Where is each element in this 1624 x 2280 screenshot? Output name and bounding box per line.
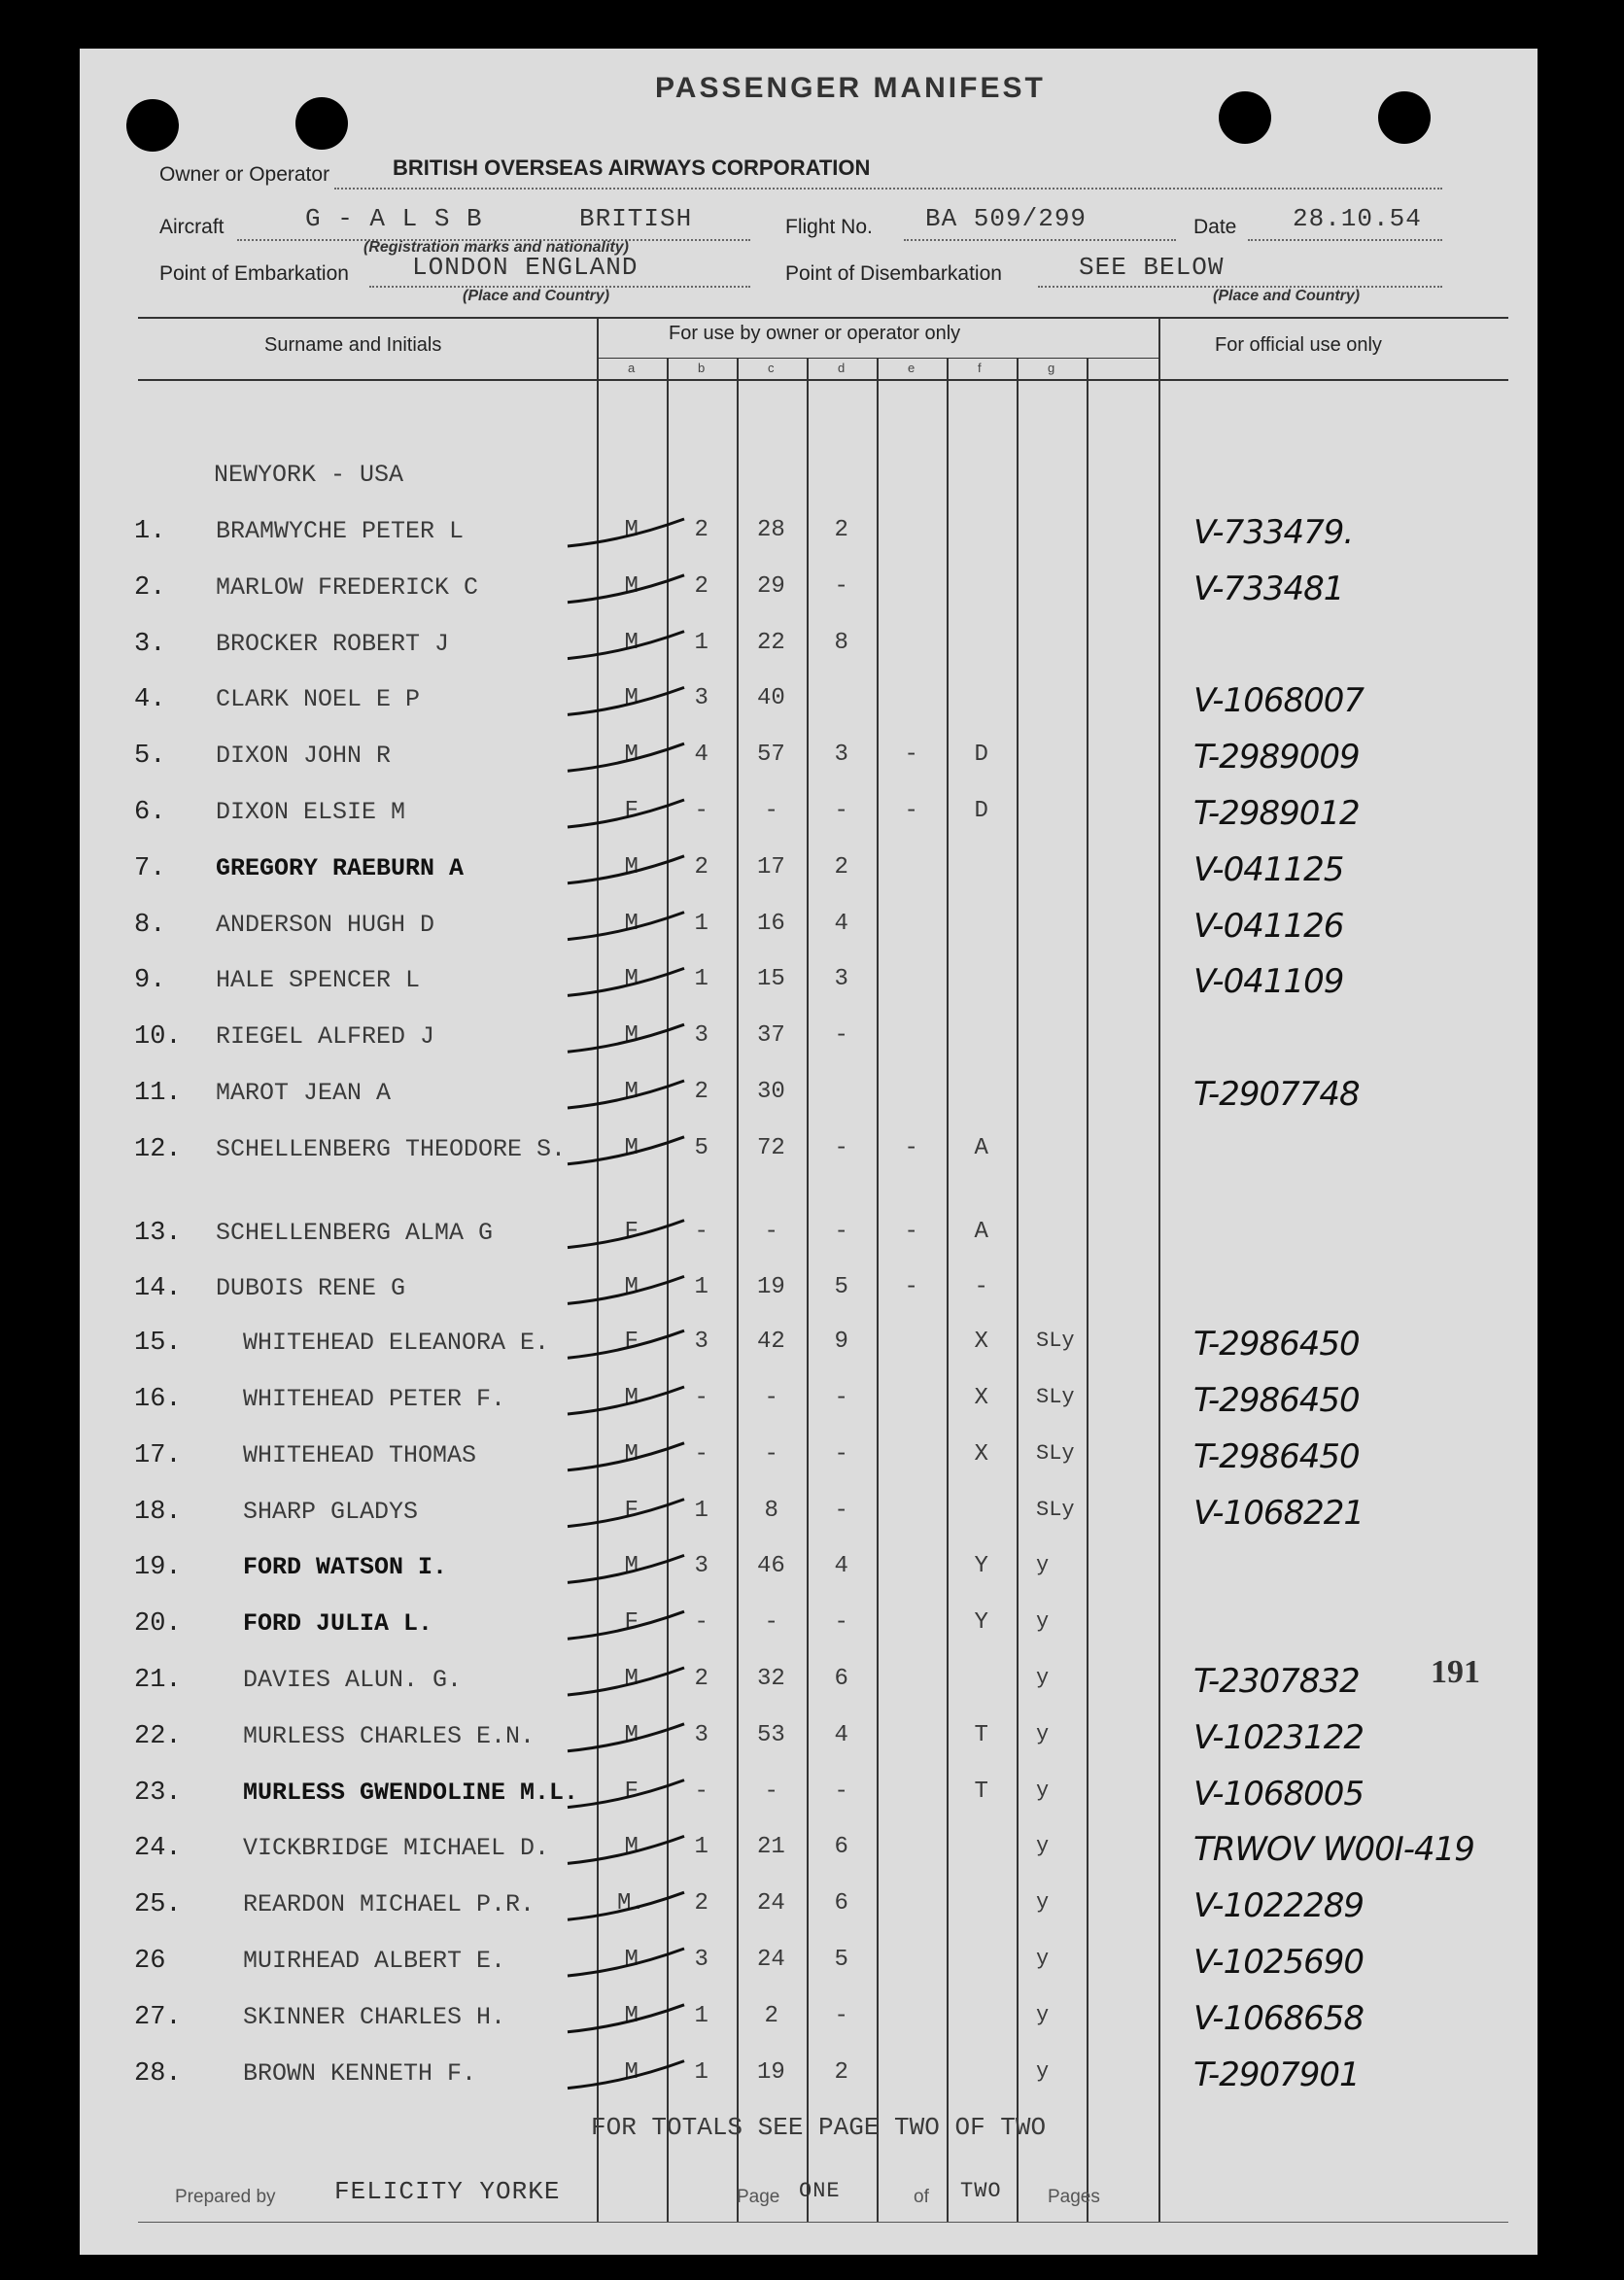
- row-number: 26: [134, 1947, 166, 1976]
- cell-a: F: [624, 1329, 639, 1356]
- cell-d: 6: [834, 1834, 848, 1861]
- page-label: Page: [737, 2187, 780, 2207]
- cell-a: M: [624, 1079, 639, 1105]
- official-ticket-number: T-2307832: [1193, 1662, 1360, 1701]
- col-letter-e: e: [908, 361, 916, 375]
- embark-sub: (Place and Country): [463, 288, 610, 304]
- official-ticket-number: TRWOV W00I-419: [1193, 1830, 1474, 1870]
- cell-e: -: [904, 1218, 918, 1245]
- cell-d: -: [834, 798, 848, 824]
- cell-f: D: [974, 798, 988, 824]
- cell-f: T: [974, 1721, 988, 1748]
- cell-g: y: [1036, 1834, 1050, 1859]
- check-stroke: [568, 1440, 684, 1470]
- passenger-name: ANDERSON HUGH D: [216, 910, 435, 939]
- cell-c: 16: [757, 910, 785, 937]
- check-stroke: [568, 1555, 684, 1582]
- row-number: 14.: [134, 1274, 182, 1304]
- cell-c: -: [764, 798, 778, 824]
- passenger-name: CLARK NOEL E P: [216, 685, 421, 714]
- check-stroke: [568, 1081, 684, 1108]
- check-stroke: [568, 1668, 684, 1695]
- cell-a: M: [624, 572, 639, 600]
- row-number: 15.: [134, 1329, 182, 1359]
- cell-c: 8: [764, 1497, 778, 1524]
- official-ticket-number: V-041109: [1193, 962, 1344, 1002]
- cell-g: y: [1036, 2058, 1050, 2084]
- row-number: 8.: [134, 910, 166, 940]
- flight-label: Flight No.: [785, 216, 873, 238]
- cell-a: M: [624, 1022, 639, 1050]
- check-stroke: [568, 743, 684, 771]
- cell-c: 57: [757, 742, 785, 769]
- cell-b: 3: [694, 1947, 708, 1973]
- cell-b: 2: [694, 517, 708, 543]
- cell-d: 8: [834, 629, 848, 656]
- cell-c: 19: [757, 2058, 785, 2086]
- cell-g: y: [1036, 1890, 1050, 1916]
- of-value: TWO: [960, 2179, 1002, 2203]
- cell-a: M: [624, 1553, 639, 1580]
- cell-e: -: [904, 1134, 918, 1161]
- cell-c: 24: [757, 1947, 785, 1973]
- row-number: 2.: [134, 572, 166, 603]
- check-stroke: [568, 572, 684, 603]
- row-number: 4.: [134, 685, 166, 715]
- cell-d: 2: [834, 853, 848, 881]
- cell-c: 28: [757, 517, 785, 543]
- passenger-name: FORD JULIA L.: [243, 1609, 433, 1639]
- cell-f: D: [974, 742, 988, 769]
- cell-c: 21: [757, 1834, 785, 1861]
- cell-b: 5: [694, 1134, 708, 1161]
- row-number: 6.: [134, 798, 166, 827]
- aircraft-label: Aircraft: [159, 216, 225, 238]
- row-number: 16.: [134, 1385, 182, 1414]
- cell-c: 2: [764, 2002, 778, 2029]
- cell-b: 1: [694, 1834, 708, 1861]
- official-ticket-number: V-041125: [1193, 849, 1344, 889]
- cell-g: y: [1036, 1666, 1050, 1690]
- cell-c: 24: [757, 1890, 785, 1917]
- disembark-value: SEE BELOW: [1079, 253, 1225, 282]
- cell-b: 1: [694, 629, 708, 656]
- cell-b: -: [694, 1218, 708, 1245]
- cell-g: y: [1036, 1721, 1050, 1746]
- cell-c: 29: [757, 572, 785, 600]
- row-number: 23.: [134, 1778, 182, 1808]
- official-ticket-number: V-733479.: [1193, 513, 1354, 552]
- cell-c: -: [764, 1778, 778, 1805]
- cell-d: 4: [834, 1721, 848, 1748]
- col-letter-a: a: [628, 361, 636, 375]
- cell-b: -: [694, 1778, 708, 1805]
- cell-d: -: [834, 1778, 848, 1805]
- official-ticket-number: T-2989012: [1193, 794, 1360, 833]
- cell-c: -: [764, 1440, 778, 1468]
- cell-f: A: [974, 1218, 988, 1245]
- check-stroke: [568, 1218, 684, 1248]
- row-number: 21.: [134, 1666, 182, 1695]
- cell-b: 2: [694, 1666, 708, 1692]
- cell-g: SLy: [1036, 1385, 1075, 1409]
- official-ticket-number: T-2986450: [1193, 1436, 1360, 1476]
- passenger-name: DIXON ELSIE M: [216, 798, 406, 826]
- passenger-name: DAVIES ALUN. G.: [243, 1666, 463, 1694]
- cell-d: 4: [834, 1553, 848, 1580]
- cell-f: A: [974, 1134, 988, 1161]
- cell-a: M.: [617, 1890, 645, 1917]
- check-stroke: [568, 629, 684, 659]
- check-stroke: [568, 853, 684, 883]
- cell-a: M: [624, 2058, 639, 2086]
- cell-d: 3: [834, 742, 848, 769]
- passenger-name: SCHELLENBERG ALMA G: [216, 1218, 494, 1247]
- check-stroke: [568, 1780, 684, 1808]
- check-stroke: [568, 1330, 684, 1358]
- official-ticket-number: T-2986450: [1193, 1381, 1360, 1420]
- cell-d: 5: [834, 1274, 848, 1301]
- cell-a: M: [624, 853, 639, 881]
- cell-b: 1: [694, 910, 708, 937]
- cell-b: 3: [694, 1553, 708, 1580]
- cell-b: 1: [694, 2058, 708, 2086]
- cell-a: M: [624, 685, 639, 712]
- passenger-name: MUIRHEAD ALBERT E.: [243, 1947, 506, 1975]
- prepared-value: FELICITY YORKE: [334, 2177, 561, 2206]
- row-number: 9.: [134, 966, 166, 996]
- cell-f: X: [974, 1385, 988, 1411]
- cell-d: 2: [834, 2058, 848, 2086]
- passenger-name: SKINNER CHARLES H.: [243, 2002, 506, 2031]
- flight-date: 28.10.54: [1293, 204, 1422, 233]
- cell-b: 2: [694, 1079, 708, 1105]
- cell-f: X: [974, 1440, 988, 1468]
- cell-g: y: [1036, 1553, 1050, 1578]
- row-number: 20.: [134, 1609, 182, 1640]
- cell-g: SLy: [1036, 1497, 1075, 1522]
- row-number: 22.: [134, 1721, 182, 1751]
- col-official-header: For official use only: [1215, 334, 1382, 356]
- check-stroke: [568, 1024, 684, 1052]
- cell-a: F: [624, 1497, 639, 1524]
- cell-a: F: [624, 1218, 639, 1245]
- passenger-name: WHITEHEAD ELEANORA E.: [243, 1329, 550, 1358]
- row-number: 12.: [134, 1134, 182, 1164]
- cell-a: M: [624, 1440, 639, 1468]
- cell-b: 3: [694, 1721, 708, 1748]
- cell-f: Y: [974, 1553, 988, 1580]
- passenger-name: GREGORY RAEBURN A: [216, 853, 465, 882]
- passenger-name: WHITEHEAD THOMAS: [243, 1440, 477, 1469]
- cell-f: X: [974, 1329, 988, 1356]
- cell-d: -: [834, 1440, 848, 1468]
- passenger-name: MAROT JEAN A: [216, 1079, 392, 1107]
- cell-g: y: [1036, 1609, 1050, 1635]
- check-stroke: [568, 1387, 684, 1414]
- stamp-number: 191: [1431, 1654, 1480, 1690]
- cell-b: 3: [694, 1022, 708, 1050]
- col-surname-header: Surname and Initials: [264, 334, 442, 356]
- embark-value: LONDON ENGLAND: [412, 253, 639, 282]
- cell-c: 42: [757, 1329, 785, 1356]
- cell-d: -: [834, 1609, 848, 1637]
- passenger-name: MARLOW FREDERICK C: [216, 572, 479, 602]
- official-ticket-number: V-733481: [1193, 569, 1344, 608]
- check-stroke: [568, 2002, 684, 2032]
- cell-g: y: [1036, 1947, 1050, 1971]
- row-number: 24.: [134, 1834, 182, 1864]
- aircraft-registration: G - A L S B: [305, 204, 483, 233]
- cell-c: -: [764, 1385, 778, 1411]
- cell-c: 72: [757, 1134, 785, 1161]
- check-stroke: [568, 910, 684, 940]
- passenger-name: MURLESS GWENDOLINE M.L.: [243, 1778, 579, 1807]
- cell-b: 1: [694, 966, 708, 993]
- col-letter-b: b: [698, 361, 706, 375]
- cell-a: M: [624, 1721, 639, 1748]
- check-stroke: [568, 1134, 684, 1164]
- row-number: 10.: [134, 1022, 182, 1053]
- check-stroke: [568, 1497, 684, 1527]
- page-value: ONE: [799, 2179, 841, 2203]
- passenger-name: DIXON JOHN R: [216, 742, 392, 771]
- disembark-label: Point of Disembarkation: [785, 262, 1002, 285]
- aircraft-sub: (Registration marks and nationality): [363, 239, 629, 256]
- cell-c: 30: [757, 1079, 785, 1105]
- totals-note: FOR TOTALS SEE PAGE TWO OF TWO: [591, 2113, 1047, 2142]
- cell-a: M: [624, 966, 639, 993]
- official-ticket-number: T-2986450: [1193, 1325, 1360, 1365]
- cell-a: M: [624, 629, 639, 656]
- cell-a: M: [624, 2002, 639, 2029]
- row-number: 18.: [134, 1497, 182, 1527]
- cell-d: -: [834, 1134, 848, 1161]
- cell-d: 3: [834, 966, 848, 993]
- col-letter-g: g: [1048, 361, 1055, 375]
- check-stroke: [568, 968, 684, 995]
- cell-g: y: [1036, 1778, 1050, 1803]
- cell-d: -: [834, 1218, 848, 1245]
- passenger-name: BROCKER ROBERT J: [216, 629, 450, 658]
- cell-d: -: [834, 1022, 848, 1050]
- row-number: 19.: [134, 1553, 182, 1583]
- cell-a: M: [624, 742, 639, 769]
- cell-b: 2: [694, 1890, 708, 1917]
- cell-f: T: [974, 1778, 988, 1805]
- row-number: 7.: [134, 853, 166, 883]
- check-stroke: [568, 1836, 684, 1863]
- cell-c: 17: [757, 853, 785, 881]
- cell-a: M: [624, 1274, 639, 1301]
- cell-b: -: [694, 798, 708, 824]
- manifest-sheet: [80, 49, 1538, 2255]
- cell-b: -: [694, 1609, 708, 1637]
- check-stroke: [568, 1721, 684, 1751]
- row-number: 27.: [134, 2002, 182, 2032]
- cell-b: 3: [694, 685, 708, 712]
- cell-b: 1: [694, 1274, 708, 1301]
- cell-f: Y: [974, 1609, 988, 1637]
- cell-d: -: [834, 2002, 848, 2029]
- check-marks: [80, 49, 1538, 2255]
- owner-label: Owner or Operator: [159, 163, 330, 186]
- col-letter-d: d: [838, 361, 846, 375]
- passenger-name: BRAMWYCHE PETER L: [216, 517, 465, 545]
- passenger-name: MURLESS CHARLES E.N.: [243, 1721, 536, 1750]
- official-ticket-number: T-2989009: [1193, 738, 1360, 777]
- cell-d: 4: [834, 910, 848, 937]
- passenger-name: DUBOIS RENE G: [216, 1274, 406, 1303]
- cell-b: -: [694, 1385, 708, 1411]
- row-number: 1.: [134, 517, 166, 546]
- passenger-name: FORD WATSON I.: [243, 1553, 448, 1582]
- col-owner-header: For use by owner or operator only: [669, 323, 961, 344]
- disembark-sub: (Place and Country): [1213, 288, 1361, 304]
- cell-f: -: [974, 1274, 988, 1301]
- row-number: 11.: [134, 1079, 182, 1108]
- official-ticket-number: V-1068005: [1193, 1774, 1364, 1814]
- official-ticket-number: V-1068007: [1193, 681, 1364, 721]
- cell-c: 53: [757, 1721, 785, 1748]
- cell-a: F: [624, 1778, 639, 1805]
- check-stroke: [568, 519, 684, 546]
- cell-d: 2: [834, 517, 848, 543]
- check-stroke: [568, 1276, 684, 1303]
- cell-b: 4: [694, 742, 708, 769]
- date-label: Date: [1193, 216, 1237, 238]
- cell-d: -: [834, 572, 848, 600]
- cell-b: 2: [694, 572, 708, 600]
- passenger-name: SCHELLENBERG THEODORE S.: [216, 1134, 567, 1163]
- prepared-label: Prepared by: [175, 2187, 276, 2207]
- owner-value: BRITISH OVERSEAS AIRWAYS CORPORATION: [393, 155, 871, 180]
- flight-number: BA 509/299: [925, 204, 1088, 233]
- cell-a: M: [624, 1385, 639, 1411]
- official-ticket-number: V-1068658: [1193, 1998, 1364, 2038]
- cell-c: -: [764, 1218, 778, 1245]
- embark-label: Point of Embarkation: [159, 262, 349, 285]
- page-title: PASSENGER MANIFEST: [655, 72, 1046, 104]
- passenger-name: VICKBRIDGE MICHAEL D.: [243, 1834, 550, 1863]
- col-letter-f: f: [978, 361, 982, 375]
- row-number: 13.: [134, 1218, 182, 1248]
- row-number: 5.: [134, 742, 166, 772]
- cell-d: 6: [834, 1666, 848, 1692]
- cell-c: 40: [757, 685, 785, 712]
- cell-b: 1: [694, 2002, 708, 2029]
- cell-d: -: [834, 1385, 848, 1411]
- passenger-name: SHARP GLADYS: [243, 1497, 419, 1526]
- row-number: 25.: [134, 1890, 182, 1920]
- cell-d: -: [834, 1497, 848, 1524]
- official-ticket-number: T-2907748: [1193, 1075, 1360, 1114]
- cell-e: -: [904, 742, 918, 769]
- check-stroke: [568, 687, 684, 714]
- cell-d: 6: [834, 1890, 848, 1917]
- aircraft-nationality: BRITISH: [579, 204, 693, 233]
- row-number: 3.: [134, 629, 166, 659]
- official-ticket-number: V-1022289: [1193, 1886, 1364, 1926]
- col-letter-c: c: [768, 361, 775, 375]
- check-stroke: [568, 1892, 684, 1919]
- row-number: 17.: [134, 1440, 182, 1470]
- official-ticket-number: V-041126: [1193, 906, 1344, 946]
- passenger-name: HALE SPENCER L: [216, 966, 421, 995]
- passenger-name: REARDON MICHAEL P.R.: [243, 1890, 536, 1919]
- cell-c: 46: [757, 1553, 785, 1580]
- check-stroke: [568, 1611, 684, 1639]
- cell-d: 9: [834, 1329, 848, 1356]
- cell-g: SLy: [1036, 1329, 1075, 1354]
- cell-b: 2: [694, 853, 708, 881]
- cell-a: M: [624, 1947, 639, 1973]
- cell-c: 37: [757, 1022, 785, 1050]
- cell-c: -: [764, 1609, 778, 1637]
- cell-c: 15: [757, 966, 785, 993]
- passenger-name: BROWN KENNETH F.: [243, 2058, 477, 2088]
- cell-c: 22: [757, 629, 785, 656]
- cell-a: F: [624, 798, 639, 824]
- cell-b: -: [694, 1440, 708, 1468]
- cell-g: y: [1036, 2002, 1050, 2027]
- cell-a: M: [624, 910, 639, 937]
- official-ticket-number: V-1023122: [1193, 1717, 1364, 1757]
- cell-a: M: [624, 1834, 639, 1861]
- cell-e: -: [904, 798, 918, 824]
- cell-a: F: [624, 1609, 639, 1637]
- official-ticket-number: T-2907901: [1193, 2055, 1360, 2094]
- section-destination: NEWYORK - USA: [214, 461, 404, 489]
- cell-b: 3: [694, 1329, 708, 1356]
- cell-g: SLy: [1036, 1440, 1075, 1466]
- cell-a: M: [624, 517, 639, 543]
- check-stroke: [568, 800, 684, 827]
- row-number: 28.: [134, 2058, 182, 2089]
- official-ticket-number: V-1025690: [1193, 1943, 1364, 1982]
- check-stroke: [568, 2058, 684, 2089]
- cell-e: -: [904, 1274, 918, 1301]
- pages-label: Pages: [1048, 2187, 1100, 2207]
- cell-c: 32: [757, 1666, 785, 1692]
- cell-a: M: [624, 1666, 639, 1692]
- check-stroke: [568, 1949, 684, 1976]
- official-ticket-number: V-1068221: [1193, 1493, 1364, 1533]
- passenger-name: RIEGEL ALFRED J: [216, 1022, 435, 1052]
- cell-a: M: [624, 1134, 639, 1161]
- cell-b: 1: [694, 1497, 708, 1524]
- cell-d: 5: [834, 1947, 848, 1973]
- of-label: of: [914, 2187, 929, 2207]
- passenger-name: WHITEHEAD PETER F.: [243, 1385, 506, 1413]
- cell-c: 19: [757, 1274, 785, 1301]
